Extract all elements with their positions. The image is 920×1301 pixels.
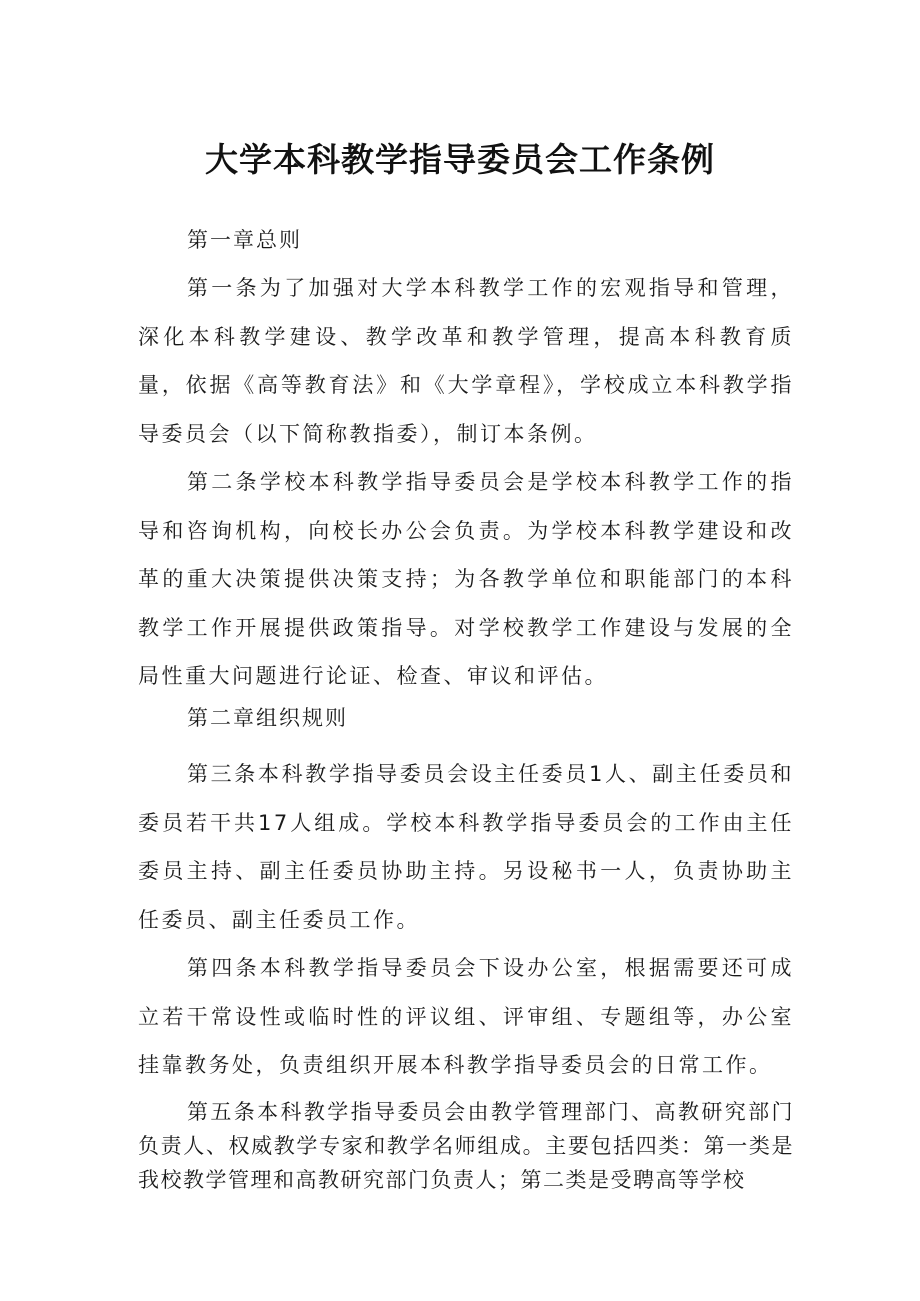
chapter-heading-2: 第二章组织规则 <box>187 706 348 730</box>
chapter-heading-1: 第一章总则 <box>187 228 302 252</box>
article-4: 第四条本科教学指导委员会下设办公室，根据需要还可成立若干常设性或临时性的评议组、评审组、专题组等，办公室挂靠教务处，负责组织开展本科教学指导委员会的日常工作。 <box>138 956 794 1077</box>
article-2: 第二条学校本科教学指导委员会是学校本科教学工作的指导和咨询机构，向校长办公会负责。为学校本科教学建设和改革的重大决策提供决策支持；为各教学单位和职能部门的本科教学工作开展提供政策指导。对学校教学工作建设与发展的全局性重大问题进行论证、检查、审议和评估。 <box>138 470 794 688</box>
article-3: 第三条本科教学指导委员会设主任委员1人、副主任委员和委员若干共17人组成。学校本科教学指导委员会的工作由主任委员主持、副主任委员协助主持。另设秘书一人，负责协助主任委员、副主任委员工作。 <box>138 762 794 932</box>
document-title: 大学本科教学指导委员会工作条例 <box>205 140 715 179</box>
article-1: 第一条为了加强对大学本科教学工作的宏观指导和管理，深化本科教学建设、教学改革和教学管理，提高本科教育质量，依据《高等教育法》和《大学章程》，学校成立本科教学指导委员会（以下简称教指委），制订本条例。 <box>138 276 794 446</box>
article-5: 第五条本科教学指导委员会由教学管理部门、高教研究部门负责人、权威教学专家和教学名师组成。主要包括四类：第一类是我校教学管理和高教研究部门负责人；第二类是受聘高等学校 <box>138 1100 794 1192</box>
